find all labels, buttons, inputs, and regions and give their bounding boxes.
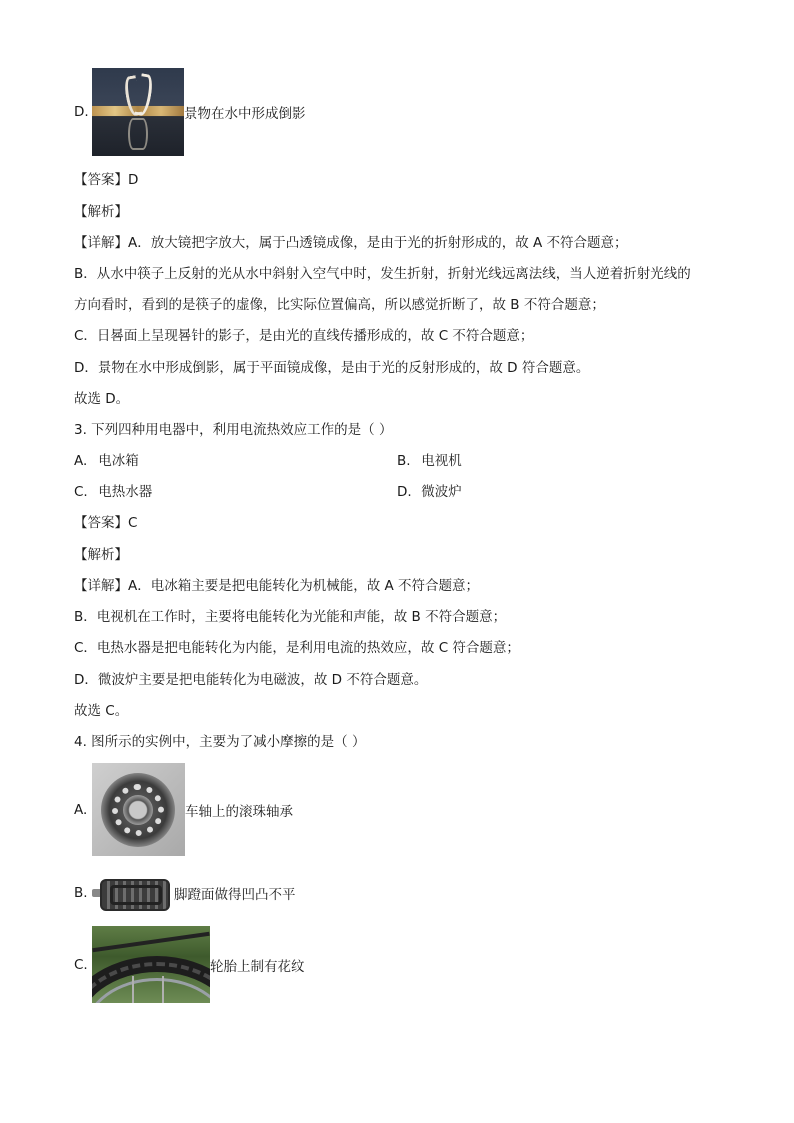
option-text: 景物在水中形成倒影 <box>184 106 306 122</box>
q3-detail-line: D．微波炉主要是把电能转化为电磁波，故 D 不符合题意。 <box>74 672 428 688</box>
q2-detail-line: D．景物在水中形成倒影，属于平面镜成像，是由于光的反射形成的，故 D 符合题意。 <box>74 360 590 376</box>
option-letter: D. <box>397 484 412 500</box>
q4-option-b <box>74 869 296 917</box>
q4-stem: 4. 图所示的实例中，主要为了减小摩擦的是（ ） <box>74 734 366 750</box>
q2-answer: 【答案】D <box>74 172 139 188</box>
option-text: 电视机 <box>421 453 462 469</box>
q3-detail-line: B．电视机在工作时，主要将电能转化为光能和声能，故 B 不符合题意； <box>74 609 507 625</box>
option-text: 电冰箱 <box>98 453 139 469</box>
option-letter: C. <box>74 484 88 500</box>
option-letter: B. <box>397 453 411 469</box>
q2-detail-line: C．日晷面上呈现晷针的影子，是由光的直线传播形成的，故 C 不符合题意； <box>74 328 534 344</box>
q2-detail-line: B．从水中筷子上反射的光从水中斜射入空气中时，发生折射，折射光线远离法线，当人逆着折射光线的 <box>74 266 691 282</box>
option-text: 脚蹬面做得凹凸不平 <box>174 887 296 903</box>
q2-detail-line: 方向看时，看到的是筷子的虚像，比实际位置偏高，所以感觉折断了，故 B 不符合题意； <box>74 297 605 313</box>
q3-option-a <box>74 451 139 471</box>
option-text: 微波炉 <box>421 484 462 500</box>
option-letter: A. <box>74 801 88 818</box>
q2-detail-line: 【详解】A．放大镜把字放大，属于凸透镜成像，是由于光的折射形成的，故 A 不符合题意； <box>74 235 628 251</box>
q4-option-c <box>74 926 305 1003</box>
option-text: 轮胎上制有花纹 <box>210 958 305 975</box>
q4-option-a <box>74 763 293 856</box>
q3-conclusion: 故选 C。 <box>74 703 129 719</box>
option-text: 车轴上的滚珠轴承 <box>185 803 293 820</box>
q3-option-b <box>397 451 462 471</box>
q3-analysis-header: 【解析】 <box>74 547 128 563</box>
option-letter: C. <box>74 956 88 973</box>
q3-option-c <box>74 482 152 502</box>
q2-option-d <box>74 68 306 156</box>
bicycle-pedal-photo <box>92 869 174 917</box>
sculpture-reflection-photo <box>92 68 184 156</box>
option-text: 电热水器 <box>98 484 153 500</box>
option-letter: D. <box>74 104 89 120</box>
q3-stem: 3. 下列四种用电器中，利用电流热效应工作的是（ ） <box>74 422 393 438</box>
q3-detail-line: 【详解】A．电冰箱主要是把电能转化为机械能，故 A 不符合题意； <box>74 578 480 594</box>
ball-bearing-photo <box>92 763 185 856</box>
q3-option-d <box>397 482 462 502</box>
q3-detail-line: C．电热水器是把电能转化为内能，是利用电流的热效应，故 C 符合题意； <box>74 640 520 656</box>
bicycle-tire-photo <box>92 926 210 1003</box>
q3-answer: 【答案】C <box>74 515 138 531</box>
option-letter: A. <box>74 453 88 469</box>
q2-conclusion: 故选 D。 <box>74 391 130 407</box>
option-letter: B. <box>74 885 88 901</box>
q2-analysis-header: 【解析】 <box>74 204 128 220</box>
